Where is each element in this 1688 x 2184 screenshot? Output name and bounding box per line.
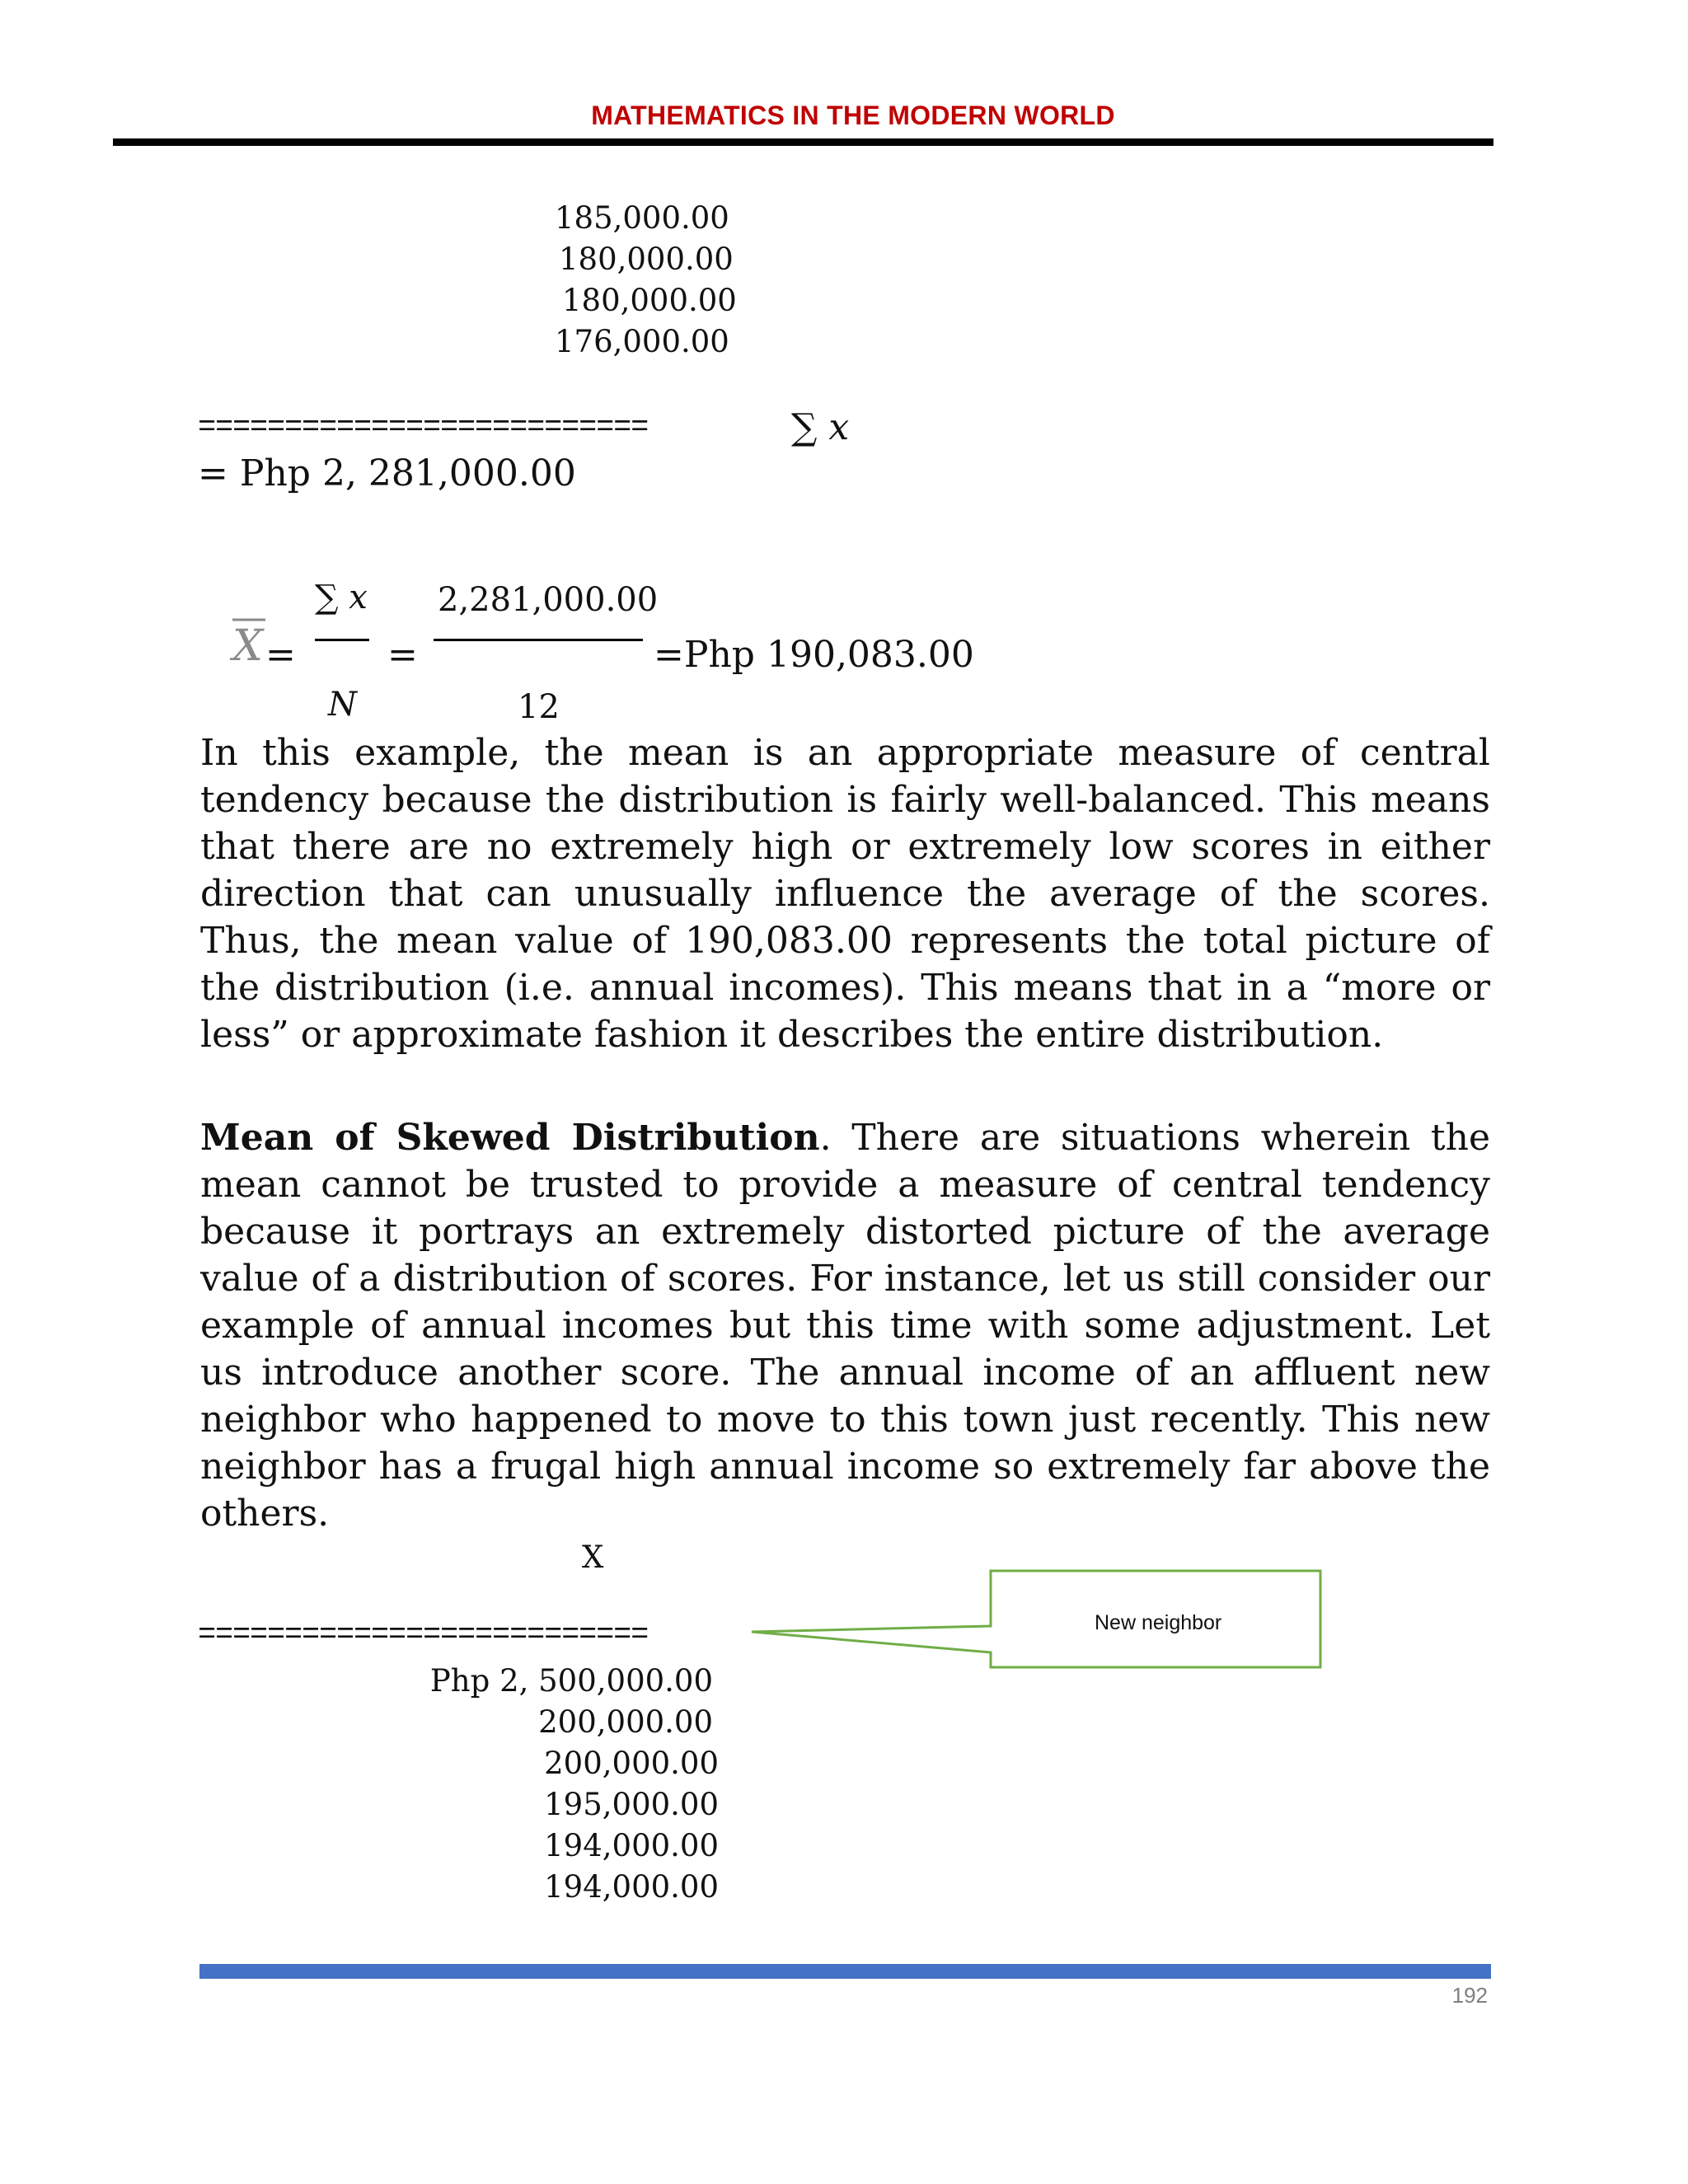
fraction-bar-symbolic (315, 639, 369, 641)
column-header: X (582, 1540, 604, 1575)
footer-bar (199, 1964, 1491, 1979)
formula-denominator-value: 12 (518, 688, 560, 726)
list-item: 194,000.00 (544, 1869, 719, 1905)
svg-text:X: X (232, 621, 264, 671)
list-item: 200,000.00 (538, 1704, 713, 1740)
formula-result: =Php 190,083.00 (654, 634, 974, 676)
callout-label: New neighbor (1095, 1611, 1222, 1634)
list-item: Php 2, 500,000.00 (429, 1663, 713, 1699)
list-item: 200,000.00 (544, 1746, 719, 1781)
callout-shape (742, 1562, 1327, 1673)
section-text: . There are situations wherein the mean cannot be trusted to provide a measure of central tendency because it portrays an extremely distorted picture of the average value of a distribution of scores. For instance, let us still consider our example of annual incomes but this time with some adjustment. Let us introduce another score. The annual income of an affluent new neighbor who happened to move to this town just recently. This new neighbor has a frugal high annual income so extremely far above the others. (200, 1117, 1490, 1535)
formula-numerator-value: 2,281,000.00 (438, 581, 659, 619)
page-header-title: MATHEMATICS IN THE MODERN WORLD (591, 101, 1115, 130)
formula-numerator-symbol: ∑ x (315, 579, 368, 616)
paragraph-skewed-distribution (200, 1114, 1490, 1537)
fraction-bar-numeric (434, 639, 643, 641)
formula-mid-equals: = (387, 634, 418, 676)
section-heading: Mean of Skewed Distribution (200, 1117, 820, 1159)
formula-denominator-symbol: N (328, 686, 357, 724)
equals-rule-2: ========================== (198, 1618, 649, 1652)
list-item: 194,000.00 (544, 1828, 719, 1863)
paragraph-mean-appropriate: In this example, the mean is an appropriate measure of central tendency because the distribution is fairly well-balanced. This means that there are no extremely high or extremely low scores in either direction that can unusually influence the average of the scores. Thus, the mean value of 190,083.00 represents the total picture of the distribution (i.e. annual incomes). This means that in a “more or less” or approximate fashion it describes the entire distribution. (200, 732, 1490, 1056)
list-item: 180,000.00 (559, 241, 734, 277)
formula-lhs-equals: = (265, 634, 296, 676)
list-item: 176,000.00 (555, 324, 729, 359)
list-item: 195,000.00 (544, 1787, 719, 1822)
sum-symbol: ∑ x (791, 406, 850, 448)
equals-rule: ========================== (198, 410, 649, 445)
list-item: 185,000.00 (555, 200, 729, 236)
page-number: 192 (1451, 1983, 1488, 2008)
header-rule (113, 138, 1493, 146)
sum-result: = Php 2, 281,000.00 (198, 452, 576, 494)
list-item: 180,000.00 (562, 283, 737, 318)
